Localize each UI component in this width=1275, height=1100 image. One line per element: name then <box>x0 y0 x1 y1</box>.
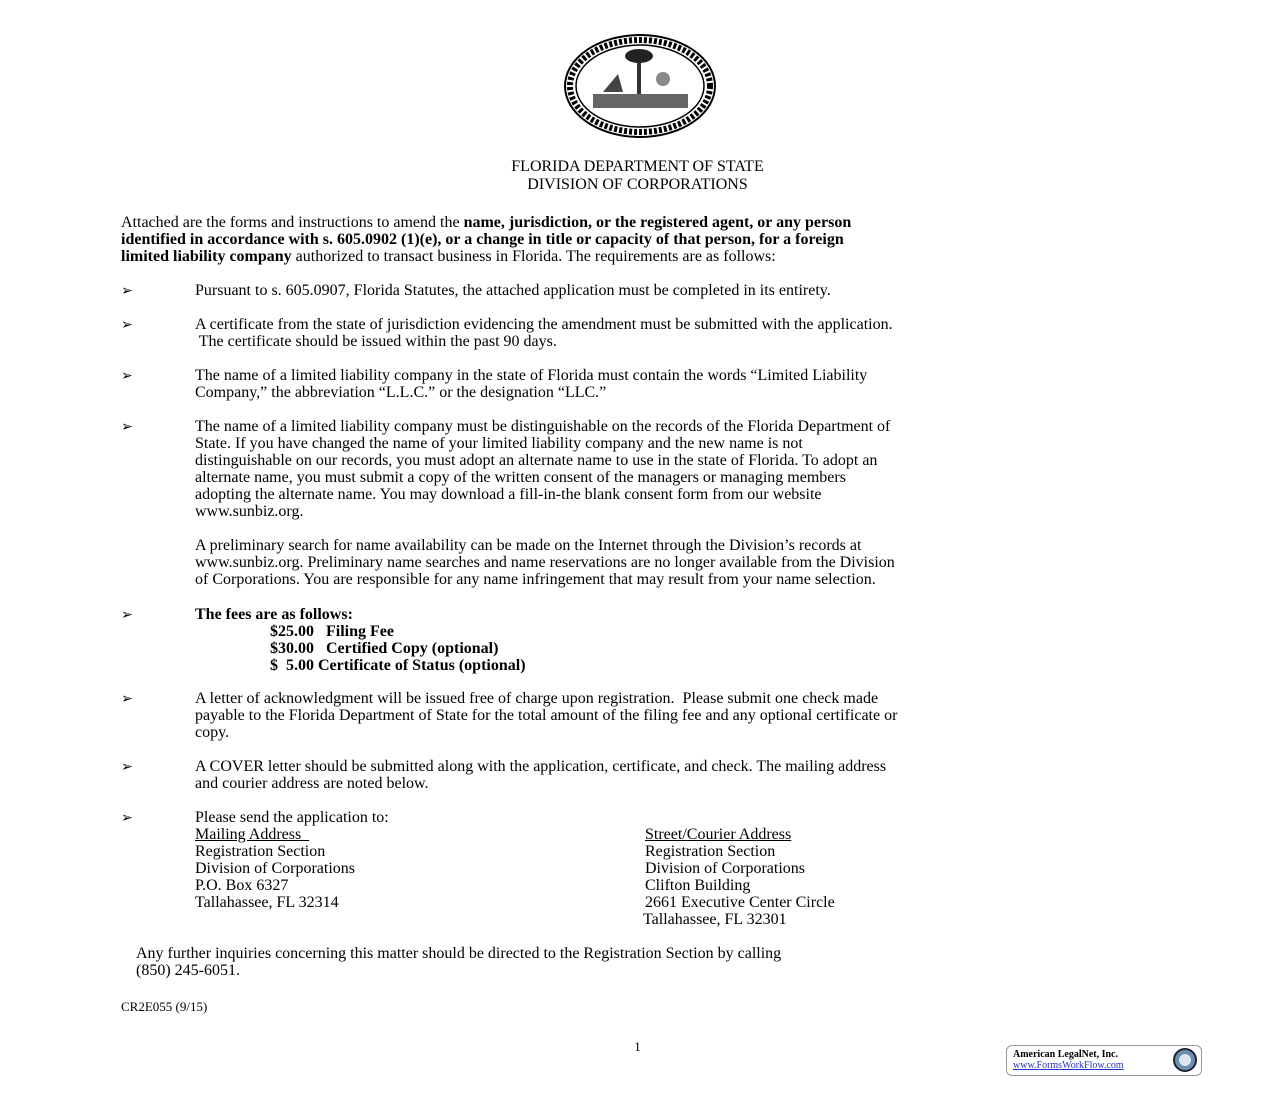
fees-title: The fees are as follows: <box>195 606 353 623</box>
intro-bold: name, jurisdiction, or the registered agent, or any person <box>463 214 852 231</box>
intro-text: Attached are the forms and instructions to amend the <box>121 214 464 231</box>
courier-address-line: 2661 Executive Center Circle <box>645 894 835 911</box>
item-1-line: Pursuant to s. 605.0907, Florida Statutes, the attached application must be completed in its entirety. <box>195 282 831 299</box>
item-4-line: adopting the alternate name. You may download a fill-in-the blank consent form from our website <box>195 486 822 503</box>
courier-address-line: Registration Section <box>645 843 776 860</box>
item-2-line: The certificate should be issued within the past 90 days. <box>195 333 557 350</box>
globe-logo-icon <box>1172 1047 1198 1073</box>
item-4-line: State. If you have changed the name of your limited liability company and the new name is not <box>195 435 803 452</box>
item-6-line: copy. <box>195 724 230 741</box>
courier-address-line: Tallahassee, FL 32301 <box>643 911 787 928</box>
item-4-extra-line: A preliminary search for name availability can be made on the Internet through the Division’s records at <box>195 537 862 554</box>
mailing-address-title: Mailing Address <box>195 826 310 843</box>
item-3-line: Company,” the abbreviation “L.L.C.” or the designation “LLC.” <box>195 384 607 401</box>
bullet-arrow-icon: ➢ <box>121 759 133 775</box>
florida-state-seal <box>563 34 718 138</box>
logo-company-name: American LegalNet, Inc. <box>1013 1049 1118 1060</box>
item-8-line: Please send the application to: <box>195 809 389 826</box>
mailing-address-line: Tallahassee, FL 32314 <box>195 894 339 911</box>
form-number: CR2E055 (9/15) <box>121 999 208 1014</box>
intro-line-1 <box>121 214 851 232</box>
mailing-address-line: Registration Section <box>195 843 326 860</box>
mailing-address-line: Division of Corporations <box>195 860 355 877</box>
item-6-line: payable to the Florida Department of State for the total amount of the filing fee and any optional certificate or <box>195 707 898 724</box>
bullet-arrow-icon: ➢ <box>121 283 133 299</box>
bullet-arrow-icon: ➢ <box>121 317 133 333</box>
fee-filing: $25.00 Filing Fee <box>270 623 394 640</box>
bullet-arrow-icon: ➢ <box>121 419 133 435</box>
item-7-line: and courier address are noted below. <box>195 775 429 792</box>
logo-website-link[interactable]: www.FormsWorkFlow.com <box>1013 1060 1124 1071</box>
fee-certificate-status: $ 5.00 Certificate of Status (optional) <box>270 657 526 674</box>
inquiries-line-1: Any further inquiries concerning this matter should be directed to the Registration Section by calling <box>136 945 782 962</box>
intro-bold: limited liability company <box>121 248 292 265</box>
bullet-arrow-icon: ➢ <box>121 691 133 707</box>
bullet-arrow-icon: ➢ <box>121 368 133 384</box>
american-legalnet-logo[interactable] <box>1006 1045 1202 1076</box>
bullet-arrow-icon: ➢ <box>121 607 133 623</box>
item-7-line: A COVER letter should be submitted along with the application, certificate, and check. The mailing address <box>195 758 887 775</box>
courier-address-line: Division of Corporations <box>645 860 805 877</box>
intro-text: authorized to transact business in Florida. The requirements are as follows: <box>291 248 776 265</box>
fee-certified-copy: $30.00 Certified Copy (optional) <box>270 640 499 657</box>
intro-line-2: identified in accordance with s. 605.0902 (1)(e), or a change in title or capacity of that person, for a foreign <box>121 231 844 248</box>
item-3-line: The name of a limited liability company in the state of Florida must contain the words “Limited Liability <box>195 367 868 384</box>
item-4-line: www.sunbiz.org. <box>195 503 304 520</box>
inquiries-phone: (850) 245-6051. <box>136 962 240 979</box>
item-4-line: distinguishable on our records, you must adopt an alternate name to use in the state of Florida. To adopt an <box>195 452 878 469</box>
mailing-address-line: P.O. Box 6327 <box>195 877 289 894</box>
item-4-extra-line: www.sunbiz.org. Preliminary name searches and name reservations are no longer available from the Division <box>195 554 895 571</box>
item-4-line: alternate name, you must submit a copy of the written consent of the managers or managing members <box>195 469 846 486</box>
item-4-line: The name of a limited liability company must be distinguishable on the records of the Florida Department of <box>195 418 891 435</box>
intro-line-3 <box>121 248 776 266</box>
courier-address-line: Clifton Building <box>645 877 751 894</box>
item-6-line: A letter of acknowledgment will be issued free of charge upon registration. Please submit one check made <box>195 690 879 707</box>
page-number: 1 <box>634 1039 641 1054</box>
item-4-extra-line: of Corporations. You are responsible for any name infringement that may result from your name selection. <box>195 571 876 588</box>
item-2-line: A certificate from the state of jurisdiction evidencing the amendment must be submitted with the application. <box>195 316 893 333</box>
header-line-1: FLORIDA DEPARTMENT OF STATE <box>511 158 764 175</box>
bullet-arrow-icon: ➢ <box>121 810 133 826</box>
courier-address-title: Street/Courier Address <box>645 826 792 843</box>
header-line-2: DIVISION OF CORPORATIONS <box>527 176 748 193</box>
